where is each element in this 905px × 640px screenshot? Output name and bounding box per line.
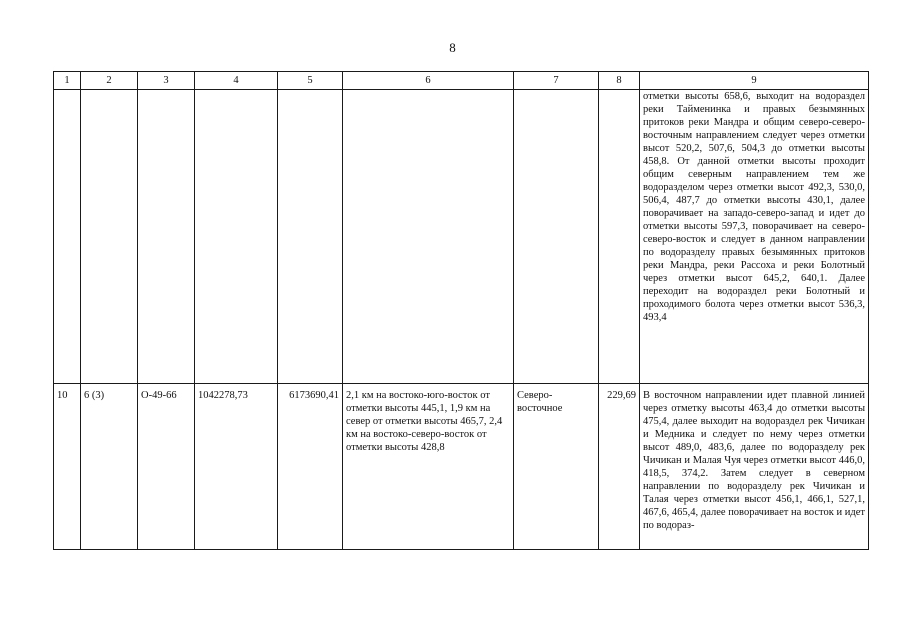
cell-empty bbox=[343, 90, 514, 384]
cell-distance: 229,69 bbox=[599, 384, 640, 550]
cell-description-continued: отметки высоты 658,6, выходит на водораздел реки Тайменинка и правых безымянных притоков реки Мандра и общим северо-северо-восточным направлением следует через отметки высот 520,2, 507,6, 504,3 до отметки высоты 458,8. От данной отметки высоты проходит общим северным направлением тем же водоразделом через отметки высот 492,3, 530,0, 506,4, 487,7 до отметки высоты 430,1, далее поворачивает на западо-северо-запад и идет до отметки высоты 597,3, поворачивает на северо-северо-восток и следует в данном направлении по водоразделу правых безымянных притоков реки Мандра, реки Рассоха и реки Болотный через отметки высот 645,2, 640,1. Далее переходит на водораздел реки Болотный и проходимого болота через отметки высот 536,3, 493,4 bbox=[640, 90, 869, 384]
cell-coordinate-y: 6173690,41 bbox=[278, 384, 343, 550]
cell-empty bbox=[81, 90, 138, 384]
cell-coordinate-x: 1042278,73 bbox=[195, 384, 278, 550]
cell-empty bbox=[138, 90, 195, 384]
cell-empty bbox=[514, 90, 599, 384]
cell-route-description: В восточном направлении идет плавной линией через отметку высоты 463,4 до отметки высоты 475,4, далее выходит на водораздел рек Чичикан и Медника и следует по нему через отметки высот 489,0, 483,6, далее по водоразделу рек Чичикан и Малая Чуя через отметки высот 446,0, 418,5, 374,2. Затем следует в северном направлении по водоразделу рек Чичикан и Талая через отметки высот 456,1, 466,1, 527,1, 467,6, 465,4, далее поворачивает на восток и идет по водораз- bbox=[640, 384, 869, 550]
header-col-6: 6 bbox=[343, 72, 514, 90]
page-number: 8 bbox=[449, 40, 456, 55]
cell-point-number: 6 (3) bbox=[81, 384, 138, 550]
cell-empty bbox=[54, 90, 81, 384]
boundary-table bbox=[53, 71, 869, 550]
table-row-10 bbox=[54, 384, 869, 550]
header-col-8: 8 bbox=[599, 72, 640, 90]
header-col-1: 1 bbox=[54, 72, 81, 90]
cell-empty bbox=[599, 90, 640, 384]
cell-empty bbox=[278, 90, 343, 384]
table-row-continuation bbox=[54, 90, 869, 384]
header-col-4: 4 bbox=[195, 72, 278, 90]
header-col-5: 5 bbox=[278, 72, 343, 90]
cell-location-description: 2,1 км на востоко-юго-восток от отметки высоты 445,1, 1,9 км на север от отметки высоты 465,7, 2,4 км на востоко-северо-восток от отметки высоты 428,8 bbox=[343, 384, 514, 550]
table-header-row bbox=[54, 72, 869, 90]
header-col-9: 9 bbox=[640, 72, 869, 90]
header-col-3: 3 bbox=[138, 72, 195, 90]
cell-direction: Северо-восточное bbox=[514, 384, 599, 550]
header-col-7: 7 bbox=[514, 72, 599, 90]
header-col-2: 2 bbox=[81, 72, 138, 90]
cell-map-sheet: О-49-66 bbox=[138, 384, 195, 550]
cell-row-number: 10 bbox=[54, 384, 81, 550]
cell-empty bbox=[195, 90, 278, 384]
